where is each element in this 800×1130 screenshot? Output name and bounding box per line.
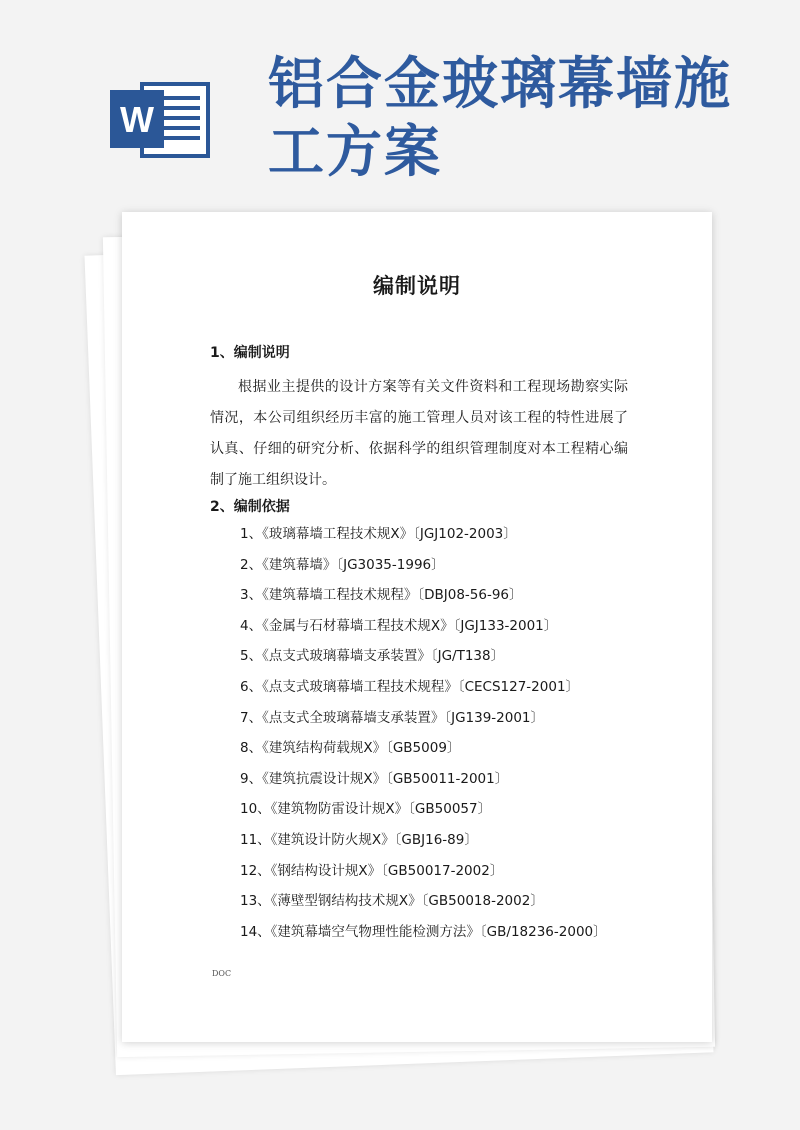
reference-item: 3、《建筑幕墙工程技术规程》〔DBJ08-56-96〕: [240, 587, 523, 604]
reference-item: 6、《点支式玻璃幕墙工程技术规程》〔CECS127-2001〕: [240, 678, 580, 695]
page-heading: 编制说明: [373, 274, 461, 298]
section-heading-description: 1、编制说明: [210, 345, 290, 361]
reference-item: 2、《建筑幕墙》〔JG3035-1996〕: [240, 556, 445, 573]
description-paragraph: 根据业主提供的设计方案等有关文件资料和工程现场勘察实际情况，本公司组织经历丰富的施工管理人员对该工程的特性进展了认真、仔细的研究分析、依据科学的组织管理制度对本工程精心编制了施工组织设计。: [210, 379, 628, 488]
word-document-icon: [108, 76, 214, 162]
word-icon-letter: W: [120, 99, 154, 140]
reference-item: 1、《玻璃幕墙工程技术规X》〔JGJ102-2003〕: [240, 526, 517, 542]
reference-item: 7、《点支式全玻璃幕墙支承装置》〔JG139-2001〕: [240, 709, 545, 726]
reference-item: 10、《建筑物防雷设计规X》〔GB50057〕: [240, 801, 492, 818]
reference-item: 9、《建筑抗震设计规X》〔GB50011-2001〕: [240, 770, 509, 787]
reference-item: 12、《钢结构设计规X》〔GB50017-2002〕: [240, 862, 504, 879]
reference-item: 8、《建筑结构荷载规X》〔GB5009〕: [240, 740, 461, 757]
document-page: [122, 212, 712, 1042]
reference-item: 5、《点支式玻璃幕墙支承装置》〔JG/T138〕: [240, 648, 505, 665]
reference-item: 13、《薄壁型钢结构技术规X》〔GB50018-2002〕: [240, 893, 544, 910]
section-heading-basis: 2、编制依据: [210, 499, 290, 515]
reference-item: 11、《建筑设计防火规X》〔GBJ16-89〕: [240, 831, 478, 848]
reference-item: 14、《建筑幕墙空气物理性能检测方法》〔GB/18236-2000〕: [240, 923, 607, 940]
page-footer-mark: DOC: [212, 969, 232, 978]
document-title: 铝合金玻璃幕墙施工方案: [268, 51, 732, 185]
reference-item: 4、《金属与石材幕墙工程技术规X》〔JGJ133-2001〕: [240, 617, 558, 634]
reference-list: [240, 519, 607, 947]
